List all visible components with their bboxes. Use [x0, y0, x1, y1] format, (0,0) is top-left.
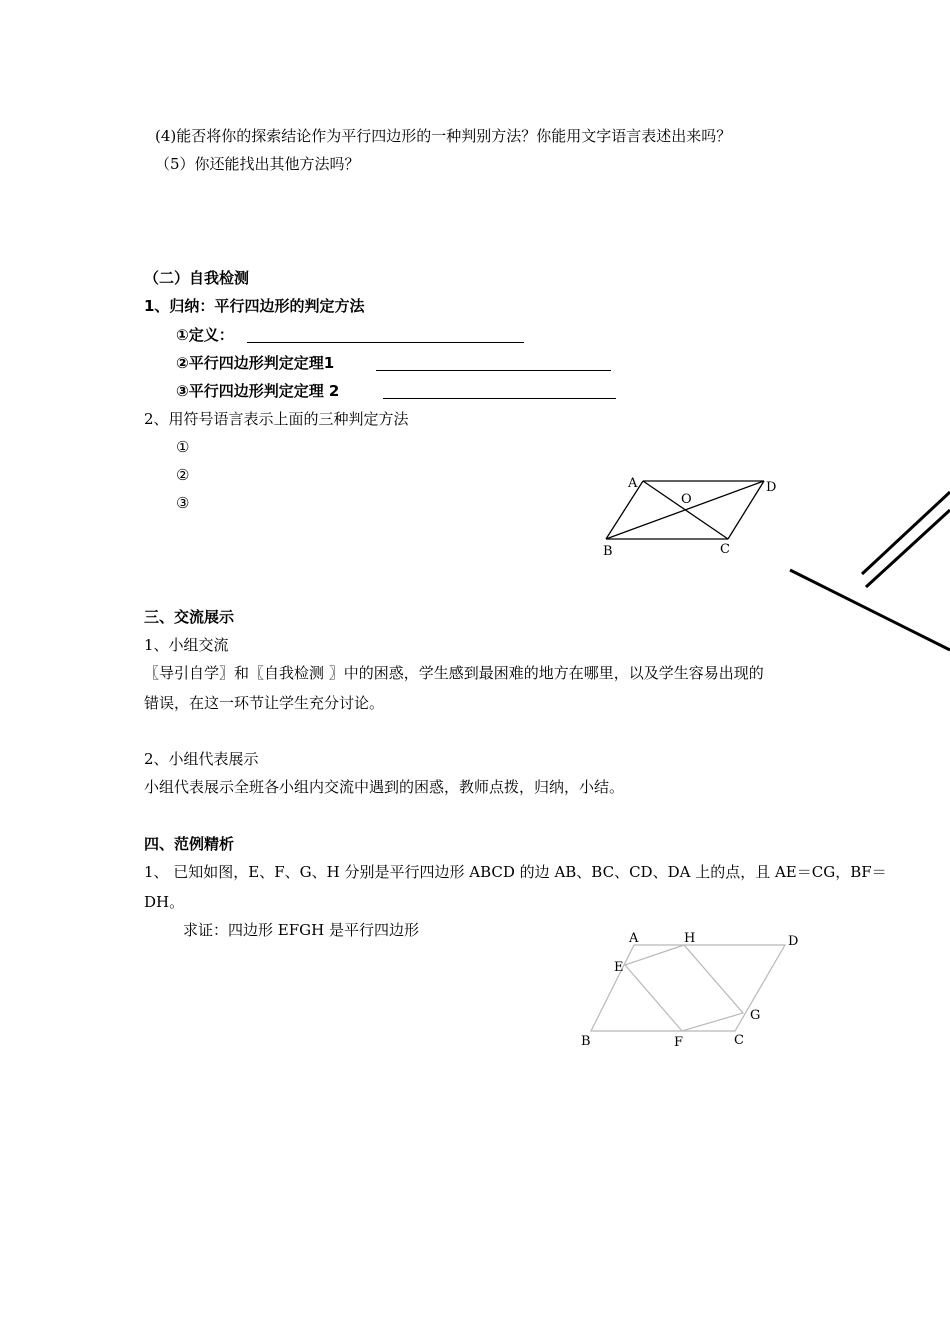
label-a-1: A — [628, 476, 638, 491]
label-d-2: D — [788, 934, 799, 949]
label-c-2: C — [734, 1033, 744, 1048]
inner-quadrilateral-efgh — [625, 945, 743, 1031]
exchange-para1-line1: 〖导引自学〗和〖自我检测 〗中的困惑，学生感到最困难的地方在哪里，以及学生容易出现的 — [144, 664, 764, 682]
example-para-line2: DH。 — [144, 893, 185, 911]
example-heading: 四、范例精析 — [144, 835, 235, 853]
exchange-para1-line2: 错误，在这一环节让学生充分讨论。 — [144, 694, 385, 712]
method-theorem-1: ②平行四边形判定定理1 — [176, 354, 335, 372]
symbol-line-1: ① — [176, 438, 190, 456]
label-o-1: O — [681, 492, 692, 507]
label-e-2: E — [614, 960, 624, 975]
label-h-2: H — [684, 931, 696, 946]
label-b-1: B — [603, 544, 613, 559]
label-b-2: B — [581, 1034, 591, 1049]
question-5: （5）你还能找出其他方法吗？ — [155, 155, 360, 173]
example-para-line1: 1、 已知如图，E、F、G、H 分别是平行四边形 ABCD 的边 AB、BC、CD、DA 上的点，且 AE＝CG，BF＝ — [144, 863, 887, 881]
exchange-sub1: 1、小组交流 — [144, 636, 229, 654]
example-prove: 求证：四边形 EFGH 是平行四边形 — [183, 921, 419, 939]
method-definition: ①定义： — [176, 326, 234, 344]
item2-symbolic: 2、用符号语言表示上面的三种判定方法 — [144, 410, 409, 428]
label-c-1: C — [720, 542, 730, 557]
exchange-para2: 小组代表展示全班各小组内交流中遇到的困惑，教师点拨，归纳，小结。 — [144, 778, 625, 796]
question-4: (4)能否将你的探索结论作为平行四边形的一种判别方法？你能用文字语言表述出来吗？ — [155, 127, 732, 145]
label-f-2: F — [674, 1035, 684, 1050]
self-check-heading: （二）自我检测 — [144, 269, 250, 287]
label-g-2: G — [750, 1008, 761, 1023]
symbol-line-3: ③ — [176, 494, 190, 512]
label-a-2: A — [629, 931, 639, 946]
item1-summary: 1、归纳：平行四边形的判定方法 — [144, 297, 365, 315]
symbol-line-2: ② — [176, 466, 190, 484]
exchange-sub2: 2、小组代表展示 — [144, 750, 259, 768]
method-theorem-2: ③平行四边形判定定理 2 — [176, 382, 340, 400]
label-d-1: D — [766, 480, 777, 495]
exchange-heading: 三、交流展示 — [144, 608, 235, 626]
